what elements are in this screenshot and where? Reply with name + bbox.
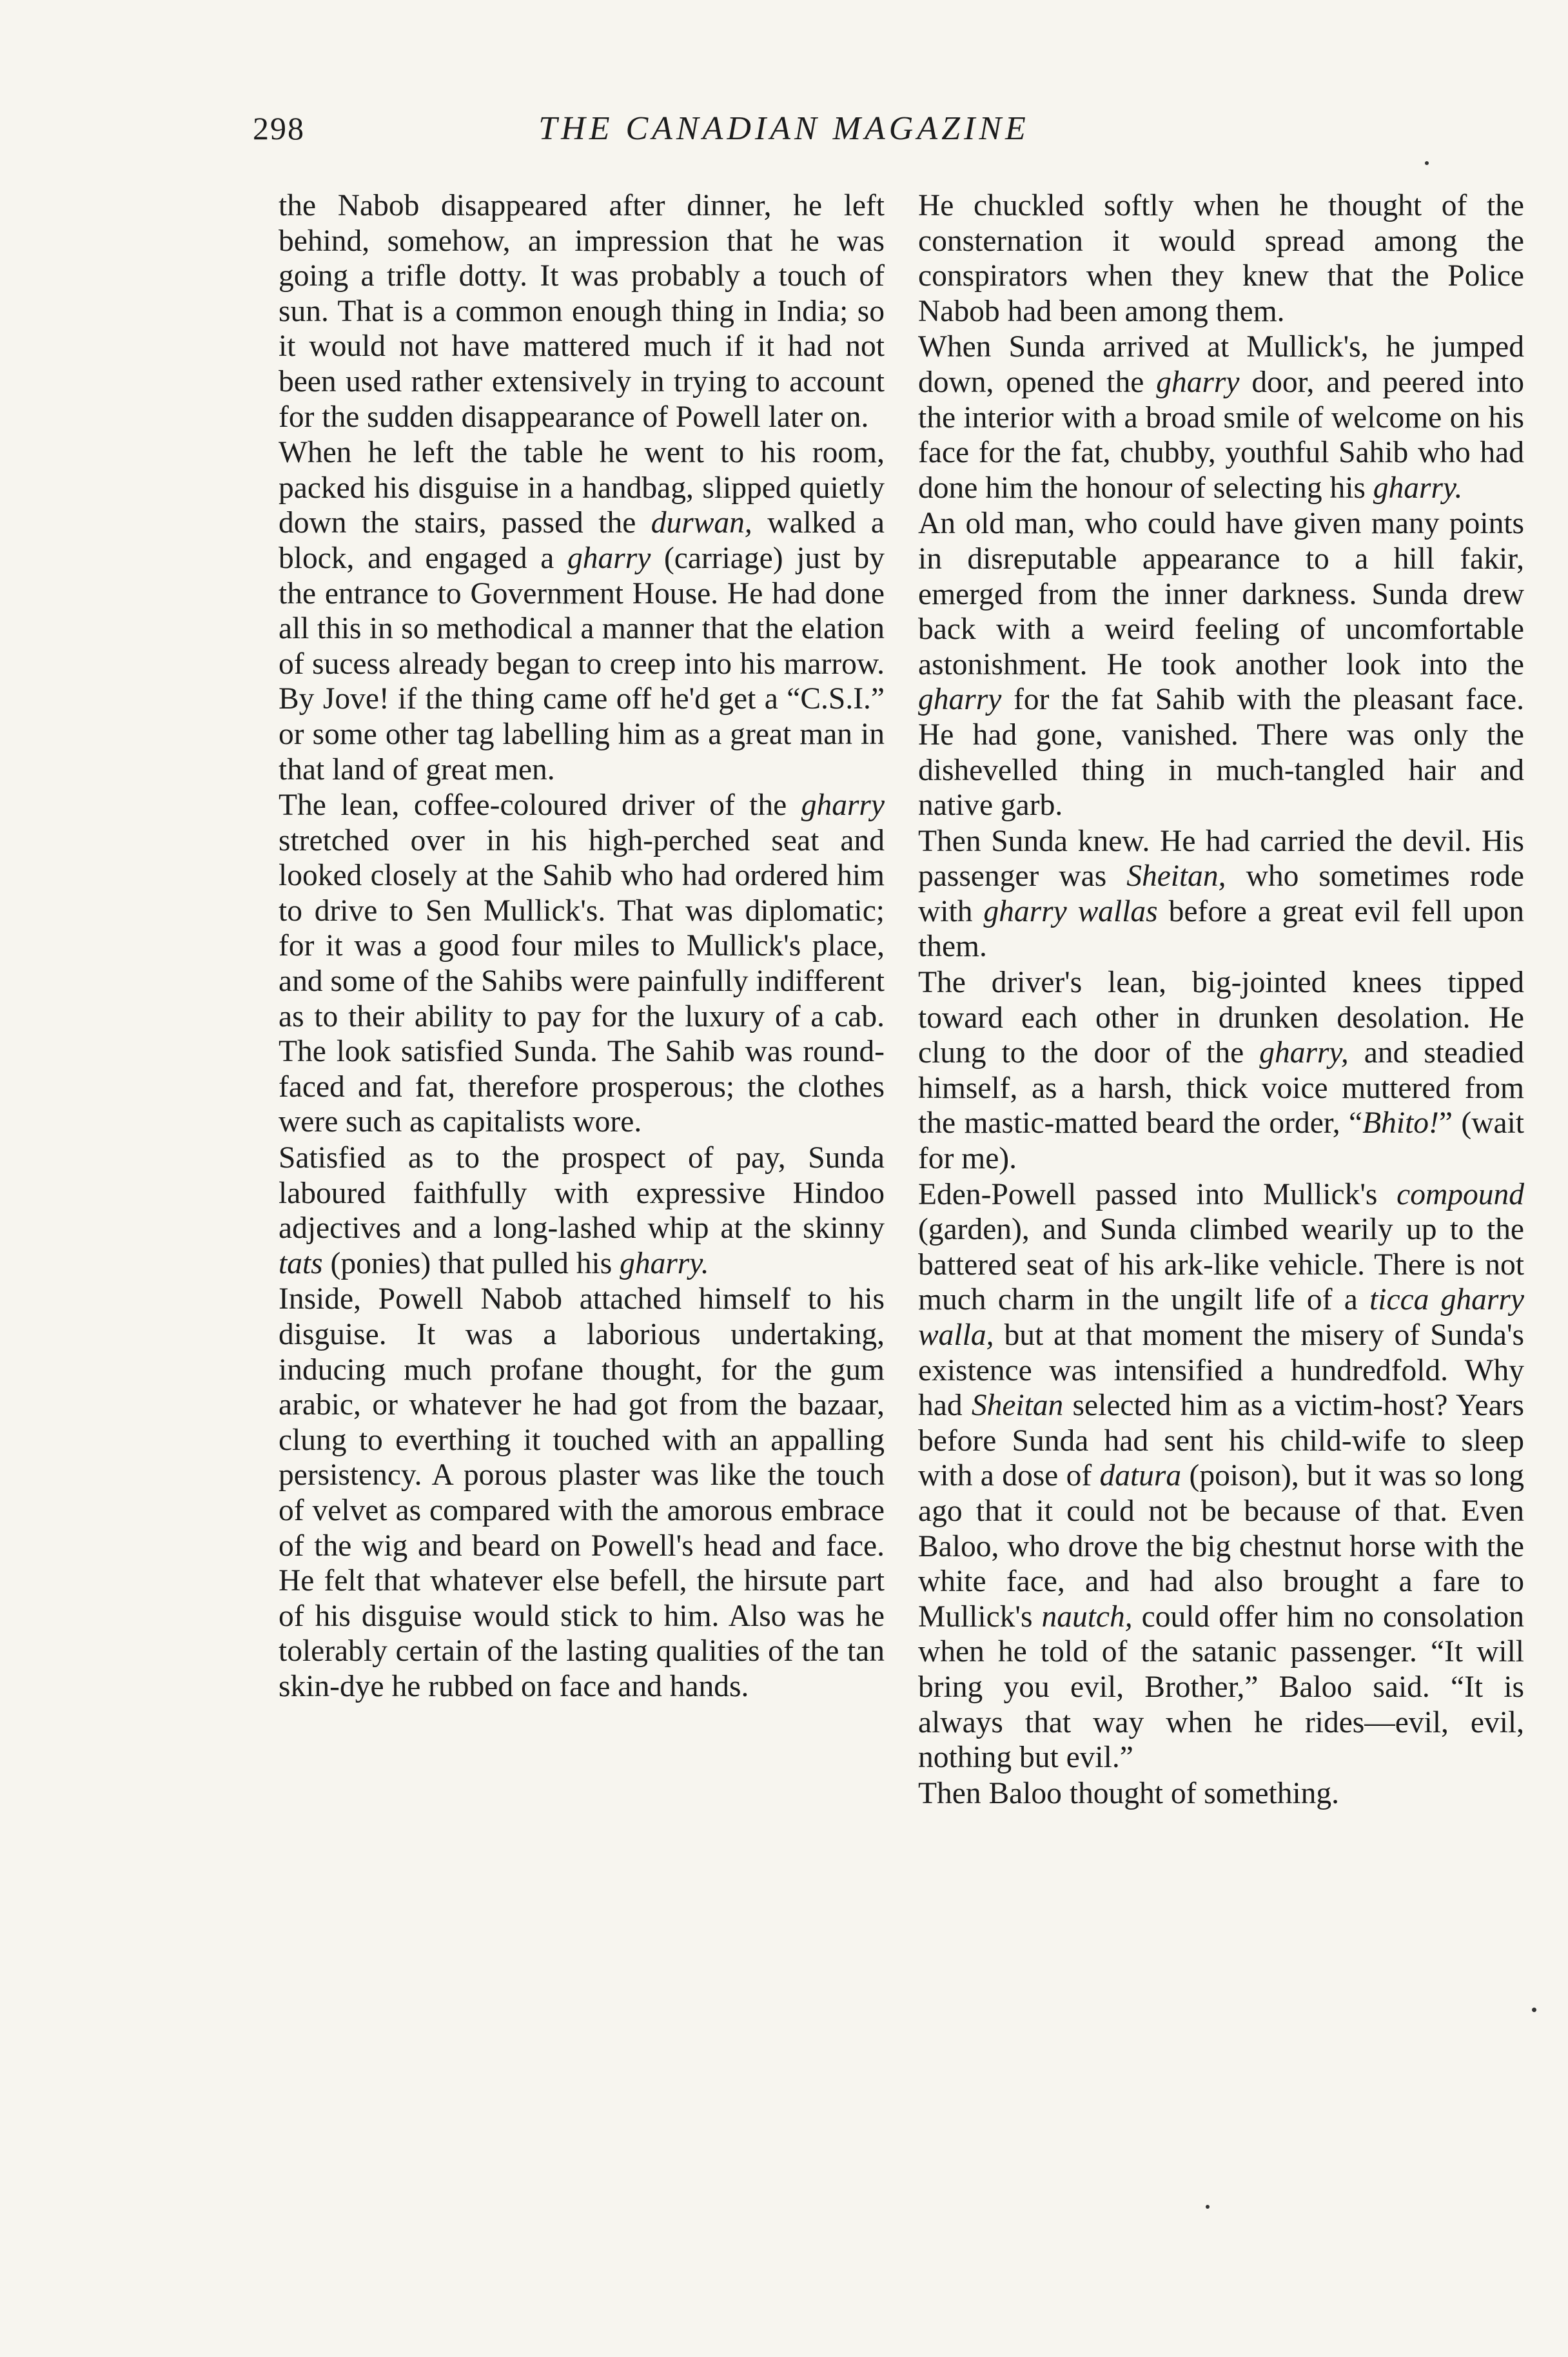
- paragraph: An old man, who could have given many points in disreputable appearance to a hill fakir, emerged from the inner darkness. Sunda drew back with a weird feeling of uncomfortable astonishment. He took another look into the gharry for the fat Sahib with the pleasant face. He had gone, vanished. There was only the dishevelled thing in much-tangled hair and native garb.: [918, 507, 1524, 823]
- paragraph: When Sunda arrived at Mullick's, he jumped down, opened the gharry door, and peered into the interior with a broad smile of welcome on his face for the fat, chubby, youthful Sahib who had done him the honour of selecting his gharry.: [918, 330, 1524, 505]
- paragraph: Inside, Powell Nabob attached himself to his disguise. It was a laborious undertaking, inducing much profane thought, for the gum arabic, or whatever he had got from the bazaar, clung to everthing it touched with an appalling persistency. A porous plaster was like the touch of velvet as compared with the amorous embrace of the wig and beard on Powell's head and face. He felt that whatever else befell, the hirsute part of his disguise would stick to him. Also was he tolerably certain of the lasting qualities of the tan skin-dye he rubbed on face and hands.: [279, 1282, 885, 1703]
- print-speck: [1425, 161, 1429, 165]
- left-column: [279, 188, 885, 1705]
- running-head: THE CANADIAN MAGAZINE: [538, 110, 1030, 147]
- paragraph: Satisfied as to the prospect of pay, Sunda laboured faithfully with expressive Hindoo adjectives and a long-lashed whip at the skinny tats (ponies) that pulled his gharry.: [279, 1141, 885, 1280]
- paragraph: The lean, coffee-coloured driver of the gharry stretched over in his high-perched seat and looked closely at the Sahib who had ordered him to drive to Sen Mullick's. That was diplomatic; for it was a good four miles to Mullick's place, and some of the Sahibs were painfully indifferent as to their ability to pay for the luxury of a cab. The look satisfied Sunda. The Sahib was round-faced and fat, therefore prosperous; the clothes were such as capitalists wore.: [279, 788, 885, 1139]
- paragraph: The driver's lean, big-jointed knees tipped toward each other in drunken desolation. He clung to the door of the gharry, and steadied himself, as a harsh, thick voice muttered from the mastic-matted beard the order, “Bhito!” (wait for me).: [918, 966, 1524, 1176]
- print-speck: [1206, 2205, 1210, 2209]
- paragraph: He chuckled softly when he thought of the consternation it would spread among the conspirators when they knew that the Police Nabob had been among them.: [918, 189, 1524, 328]
- right-column: [918, 188, 1524, 1811]
- paragraph: When he left the table he went to his room, packed his disguise in a handbag, slipped quietly down the stairs, passed the durwan, walked a block, and engaged a gharry (carriage) just by the entrance to Government House. He had done all this in so methodical a manner that the elation of sucess already began to creep into his marrow. By Jove! if the thing came off he'd get a “C.S.I.” or some other tag labelling him as a great man in that land of great men.: [279, 436, 885, 787]
- paragraph: Then Baloo thought of something.: [918, 1776, 1340, 1810]
- paragraph: the Nabob disappeared after dinner, he left behind, somehow, an impression that he was going a trifle dotty. It was probably a touch of sun. That is a common enough thing in India; so it would not have mattered much if it had not been used rather extensively in trying to account for the sudden disappearance of Powell later on.: [279, 189, 885, 434]
- paragraph: Then Sunda knew. He had carried the devil. His passenger was Sheitan, who sometimes rode with gharry wallas before a great evil fell upon them.: [918, 824, 1524, 964]
- paragraph: Eden-Powell passed into Mullick's compound (garden), and Sunda climbed wearily up to the battered seat of his ark-like vehicle. There is not much charm in the ungilt life of a ticca gharry walla, but at that moment the misery of Sunda's existence was intensified a hundredfold. Why had Sheitan selected him as a victim-host? Years before Sunda had sent his child-wife to sleep with a dose of datura (poison), but it was so long ago that it could not be because of that. Even Baloo, who drove the big chestnut horse with the white face, and had also brought a fare to Mullick's nautch, could offer him no consolation when he told of the satanic passenger. “It will bring you evil, Brother,” Baloo said. “It is always that way when he rides—evil, evil, nothing but evil.”: [918, 1177, 1525, 1775]
- page-number: 298: [253, 110, 305, 146]
- print-speck: [1532, 2008, 1536, 2012]
- page-header: [0, 110, 1568, 161]
